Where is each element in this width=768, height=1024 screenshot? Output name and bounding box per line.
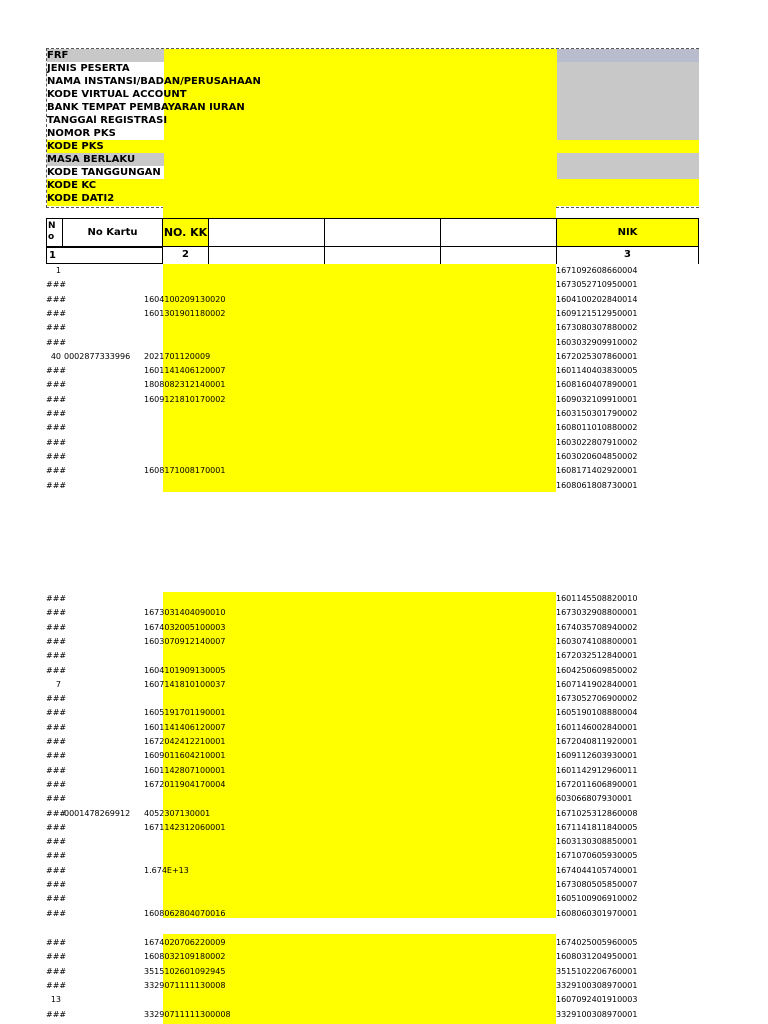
table-row (46, 350, 698, 364)
table-row (46, 592, 698, 606)
cell-e: 1604100202840014 (556, 294, 638, 304)
cell-a: ### (46, 779, 67, 789)
cell-e: 1674044105740001 (556, 865, 638, 875)
table-row (46, 336, 698, 350)
cell-e: 1603074108800001 (556, 636, 638, 646)
cell-a: ### (46, 366, 67, 376)
table-row (46, 635, 698, 649)
cell-a: ### (46, 451, 67, 461)
cell-a: ### (46, 466, 67, 476)
sub-no: 1 (46, 247, 163, 264)
cell-e: 3515102206760001 (556, 966, 638, 976)
sub-nik: 3 (556, 247, 699, 264)
cell-d: 1605191701190001 (144, 708, 226, 718)
table-row (46, 835, 698, 849)
cell-e: 1674035708940002 (556, 622, 638, 632)
cell-a: ### (46, 966, 67, 976)
cell-a: ### (46, 737, 67, 746)
cell-e: 1672025307860001 (556, 351, 638, 361)
cell-a: ### (46, 437, 67, 447)
sub-blank (440, 247, 557, 264)
cell-d: 1672011904170004 (144, 779, 226, 789)
cell-a: ### (46, 608, 67, 618)
table-row (46, 979, 698, 993)
table-row (46, 278, 698, 292)
cell-a: ### (46, 280, 67, 290)
cell-a: ### (46, 722, 67, 732)
cell-d: 1601301901180002 (144, 308, 226, 318)
cell-e: 1603020604850002 (556, 451, 638, 461)
col-kk-header: NO. KK (162, 218, 209, 247)
table-row (46, 936, 698, 950)
table-row (46, 849, 698, 863)
table-row (46, 892, 698, 906)
cell-e: 1674025005960005 (556, 938, 638, 947)
cell-e: 1603150301790002 (556, 409, 638, 418)
cell-e: 1603032909910002 (556, 337, 638, 347)
band (47, 140, 699, 153)
cell-e: 1608061808730001 (556, 480, 638, 490)
table-row (46, 993, 698, 1007)
table-row (46, 735, 698, 749)
cell-e: 1672040811920001 (556, 737, 638, 746)
cell-e: 1608060301970001 (556, 908, 638, 918)
cell-e: 1672011606890001 (556, 779, 638, 789)
cell-e: 3329100308970001 (556, 1009, 638, 1019)
cell-e: 1608031204950001 (556, 952, 638, 962)
header-label: FRF (47, 50, 69, 61)
cell-e: 1609112603930001 (556, 751, 638, 761)
cell-e: 1608160407890001 (556, 380, 638, 390)
header-label: KODE TANGGUNGAN (47, 167, 161, 178)
table-row (46, 479, 698, 493)
cell-a: ### (46, 822, 67, 832)
cell-e: 1673052706900002 (556, 694, 638, 704)
cell-e: 1608011010880002 (556, 423, 638, 433)
band (557, 153, 699, 179)
table-row (46, 692, 698, 706)
table-row (46, 264, 698, 278)
header-block (46, 48, 699, 208)
table-row (46, 778, 698, 792)
cell-d: 1604101909130005 (144, 665, 226, 675)
cell-e: 1607092401910003 (556, 995, 638, 1005)
table-row (46, 706, 698, 720)
col-blank-header (324, 218, 441, 247)
cell-d: 1608032109180002 (144, 952, 226, 962)
cell-e: 1672032512840001 (556, 651, 638, 661)
table-row (46, 664, 698, 678)
table-row (46, 606, 698, 620)
cell-a: ### (46, 423, 67, 433)
table-row (46, 678, 698, 692)
cell-a: ### (46, 880, 67, 889)
cell-a: ### (46, 308, 67, 318)
cell-a: ### (46, 808, 67, 818)
cell-a: ### (46, 1009, 67, 1019)
table-row (46, 307, 698, 321)
sub-blank (208, 247, 325, 264)
col-blank-header (440, 218, 557, 247)
cell-d: 1808082312140001 (144, 380, 226, 390)
cell-e: 1605100906910002 (556, 894, 638, 904)
table-row (46, 364, 698, 378)
cell-e: 1671070605930005 (556, 851, 638, 861)
cell-e: 3329100308970001 (556, 980, 638, 990)
cell-d: 1673031404090010 (144, 608, 226, 618)
cell-e: 1609032109910001 (556, 394, 638, 404)
cell-d: 1608171008170001 (144, 466, 226, 476)
cell-a: ### (46, 908, 67, 918)
header-label: MASA BERLAKU (47, 154, 136, 165)
cell-e: 1603130308850001 (556, 837, 638, 847)
cell-d: 1601142807100001 (144, 765, 226, 775)
cell-a: ### (46, 636, 67, 646)
cell-a: ### (46, 651, 67, 661)
table-row (46, 721, 698, 735)
table-row (46, 878, 698, 892)
cell-e: 1601145508820010 (556, 594, 638, 603)
cell-e: 1673052710950001 (556, 280, 638, 290)
table-row (46, 749, 698, 763)
cell-e: 1671025312860008 (556, 808, 638, 818)
header-label: NAMA INSTANSI/BADAN/PERUSAHAAN (47, 76, 261, 87)
table-row (46, 864, 698, 878)
cell-e: 1603022807910002 (556, 437, 638, 447)
table-row (46, 907, 698, 921)
table-row (46, 649, 698, 663)
cell-c: 0002877333996 (64, 351, 131, 361)
band (47, 179, 699, 206)
cell-c: 0001478269912 (64, 808, 131, 818)
table-row (46, 965, 698, 979)
cell-a: 13 (50, 995, 61, 1005)
cell-d: 3329071111130008 (144, 980, 226, 990)
cell-a: 1 (55, 266, 61, 275)
cell-e: 1673080505850007 (556, 880, 638, 889)
cell-d: 1674032005100003 (144, 622, 226, 632)
cell-a: ### (46, 622, 67, 632)
table-row (46, 792, 698, 806)
header-label: NOMOR PKS (47, 128, 116, 139)
band (557, 49, 699, 62)
cell-a: ### (46, 323, 67, 333)
cell-a: ### (46, 938, 67, 947)
cell-d: 2021701120009 (144, 351, 211, 361)
col-nik-header: NIK (556, 218, 699, 247)
cell-d: 3515102601092945 (144, 966, 226, 976)
cell-e: 603066807930001 (556, 794, 633, 804)
cell-d: 1601141406120007 (144, 722, 226, 732)
cell-a: ### (46, 394, 67, 404)
cell-a: ### (46, 765, 67, 775)
cell-e: 1671141811840005 (556, 822, 638, 832)
cell-d: 1601141406120007 (144, 366, 226, 376)
col-blank-header (208, 218, 325, 247)
table-row (46, 393, 698, 407)
table-row (46, 321, 698, 335)
sub-blank (324, 247, 441, 264)
cell-a: ### (46, 851, 67, 861)
cell-d: 1604100209130020 (144, 294, 226, 304)
cell-e: 1608171402920001 (556, 466, 638, 476)
cell-a: ### (46, 894, 67, 904)
cell-d: 1609011604210001 (144, 751, 226, 761)
col-kartu-header: No Kartu (62, 218, 163, 247)
table-row (46, 950, 698, 964)
cell-d: 33290711111300008 (144, 1009, 231, 1019)
cell-d: 1608062804070016 (144, 908, 226, 918)
cell-a: ### (46, 337, 67, 347)
header-label: KODE KC (47, 180, 97, 191)
cell-e: 1673080307880002 (556, 323, 638, 333)
sub-kk: 2 (162, 247, 209, 264)
col-no-header: N o (46, 218, 63, 247)
header-label: KODE VIRTUAL ACCOUNT (47, 89, 187, 100)
table-row (46, 378, 698, 392)
header-label: JENIS PESERTA (47, 63, 130, 74)
cell-e: 1607141902840001 (556, 679, 638, 689)
cell-e: 1609121512950001 (556, 308, 638, 318)
header-label: KODE DATI2 (47, 193, 115, 204)
band (163, 206, 556, 218)
cell-d: 1607141810100037 (144, 679, 226, 689)
header-label: KODE PKS (47, 141, 104, 152)
table-row (46, 407, 698, 421)
cell-e: 1673032908800001 (556, 608, 638, 618)
cell-e: 1601140403830005 (556, 366, 638, 376)
cell-a: 40 (50, 351, 61, 361)
cell-a: ### (46, 708, 67, 718)
table-row (46, 764, 698, 778)
cell-a: ### (46, 409, 67, 418)
cell-e: 1601146002840001 (556, 722, 638, 732)
table-row (46, 293, 698, 307)
cell-e: 1671092608660004 (556, 266, 638, 275)
cell-a: ### (46, 865, 67, 875)
table-row (46, 807, 698, 821)
cell-e: 1604250609850002 (556, 665, 638, 675)
band (557, 62, 699, 140)
table-row (46, 450, 698, 464)
header-label: BANK TEMPAT PEMBAYARAN IURAN (47, 102, 245, 113)
cell-a: ### (46, 665, 67, 675)
cell-a: ### (46, 980, 67, 990)
cell-a: ### (46, 694, 67, 704)
cell-a: ### (46, 594, 67, 603)
cell-d: 1609121810170002 (144, 394, 226, 404)
cell-d: 1674020706220009 (144, 938, 226, 947)
cell-a: ### (46, 952, 67, 962)
table-row (46, 821, 698, 835)
table-row (46, 464, 698, 478)
cell-a: ### (46, 794, 67, 804)
table-row (46, 421, 698, 435)
cell-d: 1603070912140007 (144, 636, 226, 646)
cell-a: ### (46, 480, 67, 490)
table-row (46, 621, 698, 635)
cell-a: ### (46, 837, 67, 847)
cell-a: ### (46, 380, 67, 390)
cell-a: ### (46, 751, 67, 761)
cell-d: 1672042412210001 (144, 737, 226, 746)
cell-d: 1671142312060001 (144, 822, 226, 832)
cell-e: 1601142912960011 (556, 765, 638, 775)
header-label: TANGGAl REGISTRASI (47, 115, 168, 126)
cell-e: 1605190108880004 (556, 708, 638, 718)
table-row (46, 1008, 698, 1022)
cell-d: 1.674E+13 (144, 865, 189, 875)
cell-d: 4052307130001 (144, 808, 211, 818)
table-row (46, 436, 698, 450)
cell-a: 7 (55, 679, 61, 689)
cell-a: ### (46, 294, 67, 304)
